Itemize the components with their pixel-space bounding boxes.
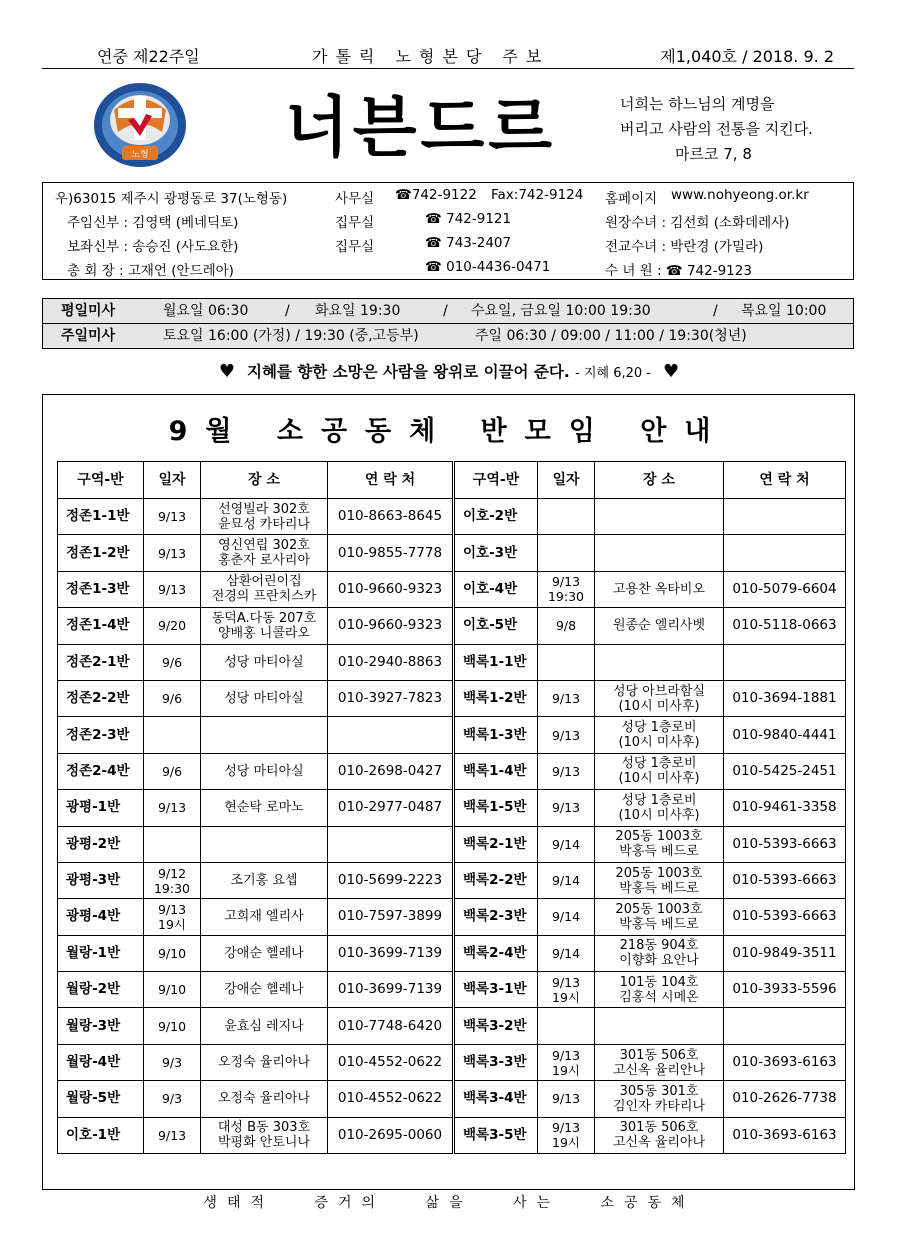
place-cell (595, 644, 724, 680)
contact-cell: 010-3927-7823 (328, 680, 454, 716)
zone-cell: 월랑-5반 (58, 1081, 144, 1117)
office-label: 사무실 (335, 191, 375, 207)
contact-cell: 010-9849-3511 (724, 935, 846, 971)
date-cell: 9/14 (538, 899, 595, 935)
zone-cell: 정존1-3반 (58, 571, 144, 607)
contact-cell: 010-9840-4441 (724, 717, 846, 753)
date-cell: 9/13 19시 (538, 972, 595, 1008)
contact-cell: 010-2626-7738 (724, 1081, 846, 1117)
place-cell: 삼환어린이집 전경의 프란치스카 (201, 571, 328, 607)
contact-cell: 010-4552-0622 (328, 1081, 454, 1117)
date-cell (538, 644, 595, 680)
zone-cell: 백록1-3반 (454, 717, 538, 753)
table-row (58, 680, 846, 716)
column-header: 일자 (538, 462, 595, 499)
chairman: 총 회 장 : 고재언 (안드레아) (67, 263, 234, 279)
zone-cell: 백록3-2반 (454, 1008, 538, 1044)
place-cell: 205동 1003호 박홍득 베드로 (595, 899, 724, 935)
weekday-mass-4: 목요일 10:00 (741, 303, 827, 319)
table-row (58, 935, 846, 971)
zone-cell: 광평-4반 (58, 899, 144, 935)
table-header-row (58, 462, 846, 499)
zone-cell: 이호-2반 (454, 499, 538, 535)
contact-cell: 010-3693-6163 (724, 1117, 846, 1153)
gospel-verse (620, 92, 813, 167)
zone-cell: 월랑-2반 (58, 972, 144, 1008)
contact-cell: 010-9461-3358 (724, 790, 846, 826)
date-cell: 9/20 (144, 608, 201, 644)
zone-cell: 이호-5반 (454, 608, 538, 644)
meeting-table (57, 461, 846, 1154)
footer-motto: 생태적 증거의 삶을 사는 소공동체 (203, 1195, 695, 1211)
contact-cell: 010-3699-7139 (328, 935, 454, 971)
pastor: 주임신부 : 김영택 (베네딕토) (67, 215, 239, 231)
contact-cell (724, 499, 846, 535)
date-cell: 9/13 19시 (538, 1044, 595, 1080)
date-cell: 9/3 (144, 1081, 201, 1117)
table-row (58, 862, 846, 898)
date-cell: 9/10 (144, 935, 201, 971)
column-header: 연 락 처 (724, 462, 846, 499)
table-row (58, 826, 846, 862)
place-cell: 영신연립 302호 홍춘자 로사리아 (201, 535, 328, 571)
zone-cell: 월랑-3반 (58, 1008, 144, 1044)
place-cell: 성당 마티아실 (201, 644, 328, 680)
contact-cell: 010-7597-3899 (328, 899, 454, 935)
date-cell (538, 1008, 595, 1044)
column-header: 장 소 (595, 462, 724, 499)
sunday-mass-2: 주일 06:30 / 09:00 / 11:00 / 19:30(청년) (475, 328, 747, 344)
zone-cell: 이호-3반 (454, 535, 538, 571)
table-row (58, 571, 846, 607)
place-cell: 오정숙 율리아나 (201, 1044, 328, 1080)
separator: / (285, 303, 290, 319)
place-cell: 성당 마티아실 (201, 753, 328, 789)
date-cell: 9/14 (538, 935, 595, 971)
date-cell: 9/13 (144, 571, 201, 607)
place-cell: 동덕A.다동 207호 양배홍 니콜라오 (201, 608, 328, 644)
zone-cell: 이호-1반 (58, 1117, 144, 1153)
date-cell: 9/13 (144, 1117, 201, 1153)
place-cell: 강애순 헬레나 (201, 972, 328, 1008)
contact-cell: 010-7748-6420 (328, 1008, 454, 1044)
date-cell: 9/13 (144, 790, 201, 826)
table-row (58, 899, 846, 935)
contact-cell: 010-8663-8645 (328, 499, 454, 535)
column-header: 장 소 (201, 462, 328, 499)
zone-cell: 광평-1반 (58, 790, 144, 826)
place-cell: 205동 1003호 박홍득 베드로 (595, 826, 724, 862)
svg-text:노형: 노형 (131, 150, 149, 160)
contact-cell: 010-9855-7778 (328, 535, 454, 571)
contact-cell: 010-2695-0060 (328, 1117, 454, 1153)
place-cell: 305동 301호 김인자 카타리나 (595, 1081, 724, 1117)
place-cell: 101동 104호 김홍석 시메온 (595, 972, 724, 1008)
homepage-label: 홈페이지 (605, 191, 658, 207)
table-row (58, 499, 846, 535)
date-cell: 9/3 (144, 1044, 201, 1080)
contact-cell: 010-4552-0622 (328, 1044, 454, 1080)
quote-source: - 지혜 6,20 - (575, 366, 651, 381)
zone-cell: 백록1-4반 (454, 753, 538, 789)
sunday-mass-row (43, 323, 853, 348)
zone-cell: 정존2-2반 (58, 680, 144, 716)
contact-cell: 010-5393-6663 (724, 862, 846, 898)
contact-cell: 010-3699-7139 (328, 972, 454, 1008)
heart-icon: ♥ (663, 361, 680, 382)
zone-cell: 정존2-1반 (58, 644, 144, 680)
contact-cell (724, 535, 846, 571)
contact-cell: 010-3694-1881 (724, 680, 846, 716)
place-cell: 성당 1층로비 (10시 미사후) (595, 717, 724, 753)
meeting-title: 9월 소공동체 반모임 안내 (168, 416, 729, 447)
contact-cell: 010-2977-0487 (328, 790, 454, 826)
contact-cell: 010-9660-9323 (328, 608, 454, 644)
date-cell: 9/13 (144, 499, 201, 535)
table-row (58, 717, 846, 753)
date-cell: 9/6 (144, 680, 201, 716)
table-row (58, 608, 846, 644)
top-bar (42, 44, 854, 69)
zone-cell: 이호-4반 (454, 571, 538, 607)
issue-number: 제1,040호 / 2018. 9. 2 (660, 47, 834, 66)
place-cell: 오정숙 율리아나 (201, 1081, 328, 1117)
place-cell (595, 535, 724, 571)
weekday-mass-3: 수요일, 금요일 10:00 19:30 (471, 303, 651, 319)
date-cell: 9/14 (538, 862, 595, 898)
place-cell (201, 826, 328, 862)
assistant-priest: 보좌신부 : 송승진 (사도요한) (67, 239, 239, 255)
contact-cell: 010-5699-2223 (328, 862, 454, 898)
zone-cell: 백록3-4반 (454, 1081, 538, 1117)
contact-cell: 010-5425-2451 (724, 753, 846, 789)
zone-cell: 백록3-1반 (454, 972, 538, 1008)
contact-cell (724, 644, 846, 680)
zone-cell: 정존1-1반 (58, 499, 144, 535)
verse-line-1: 너희는 하느님의 계명을 (620, 95, 775, 113)
superior: 원장수녀 : 김선희 (소화데레사) (605, 215, 790, 231)
place-cell: 301동 506호 고신옥 율리아나 (595, 1117, 724, 1153)
place-cell: 원종순 엘리사벳 (595, 608, 724, 644)
parish-info-box (42, 182, 854, 280)
date-cell: 9/14 (538, 826, 595, 862)
contact-cell: 010-3933-5596 (724, 972, 846, 1008)
table-row (58, 1044, 846, 1080)
heart-icon: ♥ (218, 361, 235, 382)
fax: Fax:742-9124 (491, 187, 584, 203)
place-cell (595, 1008, 724, 1044)
place-cell: 현순탁 로마노 (201, 790, 328, 826)
zone-cell: 백록1-2반 (454, 680, 538, 716)
contact-cell: 010-5393-6663 (724, 826, 846, 862)
date-cell (144, 826, 201, 862)
zone-cell: 백록2-1반 (454, 826, 538, 862)
date-cell (538, 535, 595, 571)
date-cell: 9/10 (144, 972, 201, 1008)
place-cell: 301동 506호 고신옥 율리안나 (595, 1044, 724, 1080)
contact-cell: 010-2940-8863 (328, 644, 454, 680)
bulletin-name: 가톨릭 노형본당 주보 (312, 47, 550, 66)
place-cell: 선영빌라 302호 윤묘성 카타리나 (201, 499, 328, 535)
place-cell: 강애순 헬레나 (201, 935, 328, 971)
mission-sister: 전교수녀 : 박란경 (가밀라) (605, 239, 764, 255)
zone-cell: 월랑-1반 (58, 935, 144, 971)
wisdom-quote (0, 360, 898, 382)
zone-cell: 백록3-3반 (454, 1044, 538, 1080)
weekday-mass-label: 평일미사 (61, 303, 116, 319)
date-cell: 9/13 19시 (144, 899, 201, 935)
zone-cell: 정존1-4반 (58, 608, 144, 644)
weekday-mass-1: 월요일 06:30 (163, 303, 249, 319)
pastor-tel: ☎ 742-9121 (425, 211, 512, 227)
zone-cell: 정존2-3반 (58, 717, 144, 753)
table-row (58, 644, 846, 680)
contact-cell (328, 717, 454, 753)
place-cell: 조기홍 요셉 (201, 862, 328, 898)
table-row (58, 753, 846, 789)
assistant-room: 집무실 (335, 239, 375, 255)
contact-cell: 010-5118-0663 (724, 608, 846, 644)
date-cell: 9/13 (538, 1081, 595, 1117)
separator: / (713, 303, 718, 319)
date-cell: 9/13 19:30 (538, 571, 595, 607)
date-cell: 9/13 (538, 753, 595, 789)
contact-cell (724, 1008, 846, 1044)
date-cell: 9/6 (144, 644, 201, 680)
zone-cell: 광평-2반 (58, 826, 144, 862)
place-cell: 성당 마티아실 (201, 680, 328, 716)
weekday-mass-2: 화요일 19:30 (315, 303, 401, 319)
zone-cell: 백록2-4반 (454, 935, 538, 971)
contact-cell: 010-2698-0427 (328, 753, 454, 789)
zone-cell: 월랑-4반 (58, 1044, 144, 1080)
pastor-room: 집무실 (335, 215, 375, 231)
separator: / (443, 303, 448, 319)
date-cell: 9/13 (144, 535, 201, 571)
office-tel: ☎742-9122 (395, 187, 477, 203)
place-cell (595, 499, 724, 535)
date-cell: 9/10 (144, 1008, 201, 1044)
place-cell: 고희재 엘리사 (201, 899, 328, 935)
chairman-tel: ☎ 010-4436-0471 (425, 259, 551, 275)
place-cell (201, 717, 328, 753)
zone-cell: 백록1-1반 (454, 644, 538, 680)
sunday-mass-label: 주일미사 (61, 328, 116, 344)
date-cell: 9/13 (538, 680, 595, 716)
place-cell: 성당 1층로비 (10시 미사후) (595, 790, 724, 826)
contact-cell: 010-3693-6163 (724, 1044, 846, 1080)
table-row (58, 972, 846, 1008)
date-cell: 9/6 (144, 753, 201, 789)
address: 우)63015 제주시 광평동로 37(노형동) (55, 191, 288, 207)
mass-schedule (42, 298, 854, 349)
place-cell: 윤효심 레지나 (201, 1008, 328, 1044)
column-header: 일자 (144, 462, 201, 499)
date-cell: 9/8 (538, 608, 595, 644)
column-header: 연 락 처 (328, 462, 454, 499)
place-cell: 고용찬 옥타비오 (595, 571, 724, 607)
contact-cell: 010-9660-9323 (328, 571, 454, 607)
table-row (58, 790, 846, 826)
date-cell: 9/13 (538, 717, 595, 753)
assistant-tel: ☎ 743-2407 (425, 235, 512, 251)
date-cell: 9/13 (538, 790, 595, 826)
zone-cell: 정존2-4반 (58, 753, 144, 789)
small-community-box (42, 394, 855, 1190)
date-cell (144, 717, 201, 753)
verse-reference: 마르코 7, 8 (675, 145, 752, 163)
verse-line-2: 버리고 사람의 전통을 지킨다. (620, 120, 813, 138)
table-row (58, 1081, 846, 1117)
place-cell: 205동 1003호 박홍득 베드로 (595, 862, 724, 898)
liturgical-week: 연중 제22주일 (97, 47, 200, 66)
contact-cell: 010-5079-6604 (724, 571, 846, 607)
column-header: 구역-반 (454, 462, 538, 499)
zone-cell: 백록2-2반 (454, 862, 538, 898)
date-cell: 9/12 19:30 (144, 862, 201, 898)
quote-text: 지혜를 향한 소망은 사람을 왕위로 이끌어 준다. (246, 363, 570, 381)
zone-cell: 광평-3반 (58, 862, 144, 898)
table-row (58, 1117, 846, 1153)
date-cell (538, 499, 595, 535)
table-row (58, 535, 846, 571)
place-cell: 성당 아브라함실 (10시 미사후) (595, 680, 724, 716)
contact-cell (328, 826, 454, 862)
date-cell: 9/13 19시 (538, 1117, 595, 1153)
sunday-mass-1: 토요일 16:00 (가정) / 19:30 (중,고등부) (163, 328, 419, 344)
column-header: 구역-반 (58, 462, 144, 499)
place-cell: 성당 1층로비 (10시 미사후) (595, 753, 724, 789)
zone-cell: 백록2-3반 (454, 899, 538, 935)
place-cell: 대성 B동 303호 박평화 안토니나 (201, 1117, 328, 1153)
table-row (58, 1008, 846, 1044)
convent: 수 녀 원 : ☎ 742-9123 (605, 263, 752, 279)
contact-cell: 010-5393-6663 (724, 899, 846, 935)
parish-logo (92, 80, 188, 170)
zone-cell: 백록1-5반 (454, 790, 538, 826)
masthead-title: 너븐드르 (285, 89, 557, 166)
place-cell: 218동 904호 이향화 요안나 (595, 935, 724, 971)
zone-cell: 정존1-2반 (58, 535, 144, 571)
homepage-link[interactable]: www.nohyeong.or.kr (671, 187, 809, 203)
weekday-mass-row (43, 299, 853, 323)
zone-cell: 백록3-5반 (454, 1117, 538, 1153)
